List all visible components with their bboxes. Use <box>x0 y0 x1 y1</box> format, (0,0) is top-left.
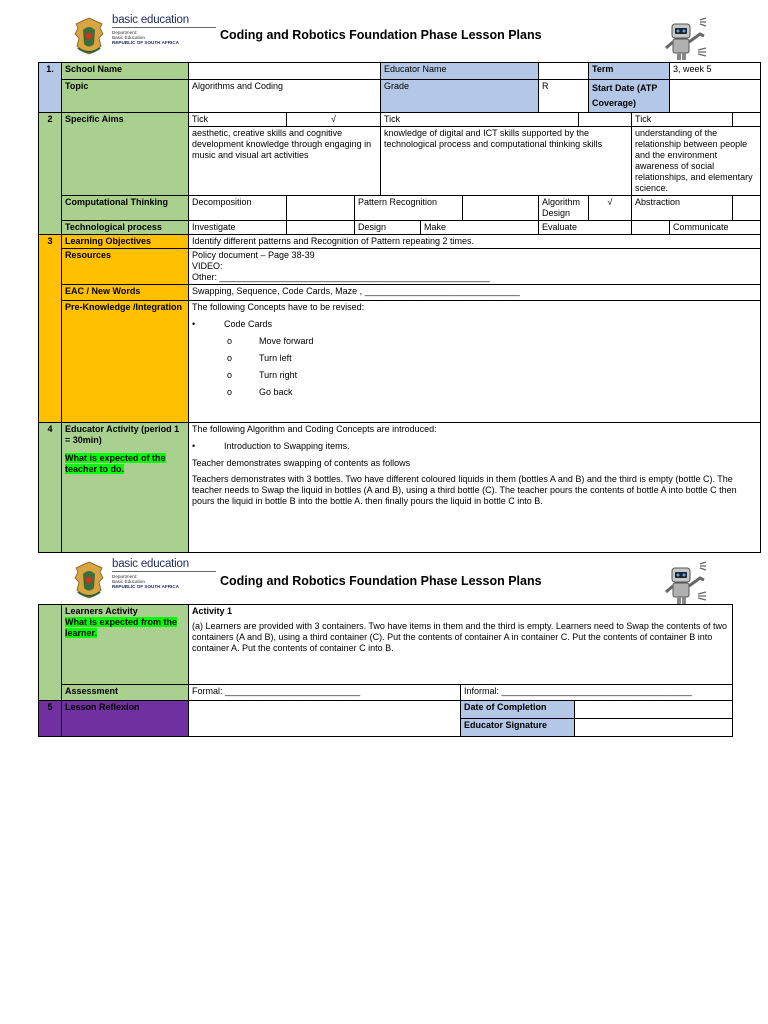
lesson-plan-table-1 <box>38 62 761 553</box>
pre-knowledge-intro: The following Concepts have to be revised: <box>192 302 365 312</box>
activity-title: Activity 1 <box>192 606 233 616</box>
topic-value: Algorithms and Coding <box>189 80 381 113</box>
row-number-5: 5 <box>39 701 62 737</box>
robot-icon <box>658 14 708 62</box>
lesson-reflexion-label: Lesson Reflexion <box>62 701 189 737</box>
page1-header <box>38 14 732 62</box>
decomposition-tick[interactable] <box>287 196 355 221</box>
page2-header <box>38 558 732 606</box>
learners-activity-label: Learners Activity <box>65 606 138 616</box>
bullet-marker: • <box>192 441 196 451</box>
educator-demo-line: Teacher demonstrates swapping of contents as follows <box>192 458 411 468</box>
learners-activity-paragraph: (a) Learners are provided with 3 containers. Two have items in them and the third is empty. Learners need to Swap the contents of two containers (A and B), using a third container (C). Put the contents of container A in container C. Put the contents of container B into container A. Put the contents of container C into B. <box>192 621 727 653</box>
educator-demo-paragraph: Teachers demonstrates with 3 bottles. Two have different coloured liquids in them (bottles A and B) and the third is empty (bottle C). The teacher needs to Swap the liquid in bottles (A and B), using a third bottle (C). The teacher pours the contents of bottle A into bottle C then pours the liquid in bottle B into the bottle A. then finally pours the liquid in bottle C into B. <box>192 474 737 506</box>
term-value: 3, week 5 <box>670 63 761 80</box>
learning-objectives-value: Identify different patterns and Recognition of Pattern repeating 2 times. <box>189 235 761 249</box>
page-title: Coding and Robotics Foundation Phase Lesson Plans <box>220 574 542 588</box>
topic-label: Topic <box>62 80 189 113</box>
algorithm-design-tick[interactable]: √ <box>589 196 632 221</box>
sub-item-text: Turn left <box>259 353 292 363</box>
abstraction-tick[interactable] <box>733 196 761 221</box>
learners-expected-wrap <box>65 617 185 639</box>
educator-activity-label: Educator Activity (period 1 = 30min) <box>65 424 180 445</box>
logo-divider <box>112 571 216 572</box>
pattern-recognition-label: Pattern Recognition <box>355 196 463 221</box>
dbe-logo <box>72 558 222 602</box>
lesson-plan-table-2 <box>38 604 733 737</box>
aim3-tick-label: Tick <box>632 113 733 127</box>
learners-expected-highlight: What is expected from the learner. <box>65 617 178 638</box>
school-name-label: School Name <box>62 63 189 80</box>
resources-value <box>189 249 761 285</box>
sub-item-text: Turn right <box>259 370 298 380</box>
pre-knowledge-label: Pre-Knowledge /Integration <box>62 301 189 423</box>
sub-item <box>192 353 757 364</box>
school-name-field[interactable] <box>189 63 381 80</box>
logo-sub-3: REPUBLIC OF SOUTH AFRICA <box>112 584 179 589</box>
educator-signature-label: Educator Signature <box>461 719 575 737</box>
coat-of-arms-icon <box>72 16 106 56</box>
pre-knowledge-bullet-item <box>192 319 757 330</box>
eac-value: Swapping, Sequence, Code Cards, Maze , _______________________________ <box>189 285 761 301</box>
aim3-tick-box[interactable] <box>733 113 761 127</box>
aim2-tick-box[interactable] <box>579 113 632 127</box>
informal-assessment-field[interactable]: Informal: ______________________________________ <box>461 685 733 701</box>
date-of-completion-field[interactable] <box>575 701 733 719</box>
dbe-logo <box>72 14 222 58</box>
sub-marker: o <box>227 353 233 363</box>
aim1-tick-check[interactable]: √ <box>287 113 381 127</box>
row-number-3: 3 <box>39 235 62 423</box>
aim2-text: knowledge of digital and ICT skills supported by the technological process and computational thinking skills <box>381 127 632 196</box>
learning-objectives-label: Learning Objectives <box>62 235 189 249</box>
educator-activity-value <box>189 423 761 553</box>
logo-sub-1: Department: <box>112 574 138 579</box>
swapping-intro-text: Introduction to Swapping items. <box>224 441 350 451</box>
make-label: Make <box>421 221 539 235</box>
pattern-recognition-tick[interactable] <box>463 196 539 221</box>
educator-name-label: Educator Name <box>381 63 539 80</box>
logo-divider <box>112 27 216 28</box>
start-date-field[interactable] <box>670 80 761 113</box>
resources-line-3: Other: ______________________________________________________ <box>192 272 490 282</box>
eac-label: EAC / New Words <box>62 285 189 301</box>
educator-signature-field[interactable] <box>575 719 733 737</box>
educator-name-field[interactable] <box>539 63 589 80</box>
code-cards-text: Code Cards <box>224 319 273 329</box>
technological-process-label: Technological process <box>62 221 189 235</box>
sub-marker: o <box>227 387 233 397</box>
decomposition-label: Decomposition <box>189 196 287 221</box>
logo-main-text: basic education <box>112 14 189 26</box>
sub-marker: o <box>227 370 233 380</box>
specific-aims-label: Specific Aims <box>62 113 189 196</box>
row-number-4-cont <box>39 605 62 701</box>
grade-value: R <box>539 80 589 113</box>
evaluate-label: Evaluate <box>539 221 632 235</box>
robot-icon <box>658 558 708 606</box>
aim3-text: understanding of the relationship between people and the environment awareness of social relationships, and elementary science. <box>632 127 761 196</box>
logo-sub-3: REPUBLIC OF SOUTH AFRICA <box>112 40 179 45</box>
sub-item <box>192 387 757 398</box>
sub-item-text: Move forward <box>259 336 314 346</box>
bullet-marker: • <box>192 319 196 329</box>
sub-item-text: Go back <box>259 387 293 397</box>
logo-sub-1: Department: <box>112 30 138 35</box>
grade-label: Grade <box>381 80 539 113</box>
design-label: Design <box>355 221 421 235</box>
communicate-label: Communicate <box>670 221 761 235</box>
learners-activity-value <box>189 605 733 685</box>
row-number-4: 4 <box>39 423 62 553</box>
lesson-reflexion-field[interactable] <box>189 701 461 737</box>
aim1-tick-label: Tick <box>189 113 287 127</box>
logo-sub-2: Basic Education <box>112 35 145 40</box>
sub-marker: o <box>227 336 233 346</box>
resources-line-2: VIDEO: <box>192 261 223 271</box>
assessment-label: Assessment <box>62 685 189 701</box>
evaluate-tick[interactable] <box>632 221 670 235</box>
educator-activity-label-cell <box>62 423 189 553</box>
page-title: Coding and Robotics Foundation Phase Lesson Plans <box>220 28 542 42</box>
resources-label: Resources <box>62 249 189 285</box>
sub-item <box>192 370 757 381</box>
resources-line-1: Policy document – Page 38-39 <box>192 250 315 260</box>
computational-thinking-label: Computational Thinking <box>62 196 189 221</box>
investigate-label: Investigate <box>189 221 287 235</box>
start-date-label: Start Date (ATP Coverage) <box>589 80 670 113</box>
logo-sub-2: Basic Education <box>112 579 145 584</box>
learners-activity-label-cell <box>62 605 189 685</box>
abstraction-label: Abstraction <box>632 196 733 221</box>
aim1-text: aesthetic, creative skills and cognitive development knowledge through engaging in music and visual art activities <box>189 127 381 196</box>
algorithm-design-label: Algorithm Design <box>539 196 589 221</box>
educator-expected-wrap <box>65 453 185 475</box>
educator-intro: The following Algorithm and Coding Concepts are introduced: <box>192 424 437 434</box>
logo-main-text: basic education <box>112 558 189 570</box>
educator-expected-highlight: What is expected of the teacher to do. <box>65 453 166 474</box>
row-number-1: 1. <box>39 63 62 113</box>
educator-bullet-item <box>192 441 757 452</box>
term-label: Term <box>589 63 670 80</box>
date-of-completion-label: Date of Completion <box>461 701 575 719</box>
investigate-tick[interactable] <box>287 221 355 235</box>
aim2-tick-label: Tick <box>381 113 579 127</box>
coat-of-arms-icon <box>72 560 106 600</box>
sub-item <box>192 336 757 347</box>
formal-assessment-field[interactable]: Formal: ___________________________ <box>189 685 461 701</box>
row-number-2: 2 <box>39 113 62 235</box>
pre-knowledge-value <box>189 301 761 423</box>
